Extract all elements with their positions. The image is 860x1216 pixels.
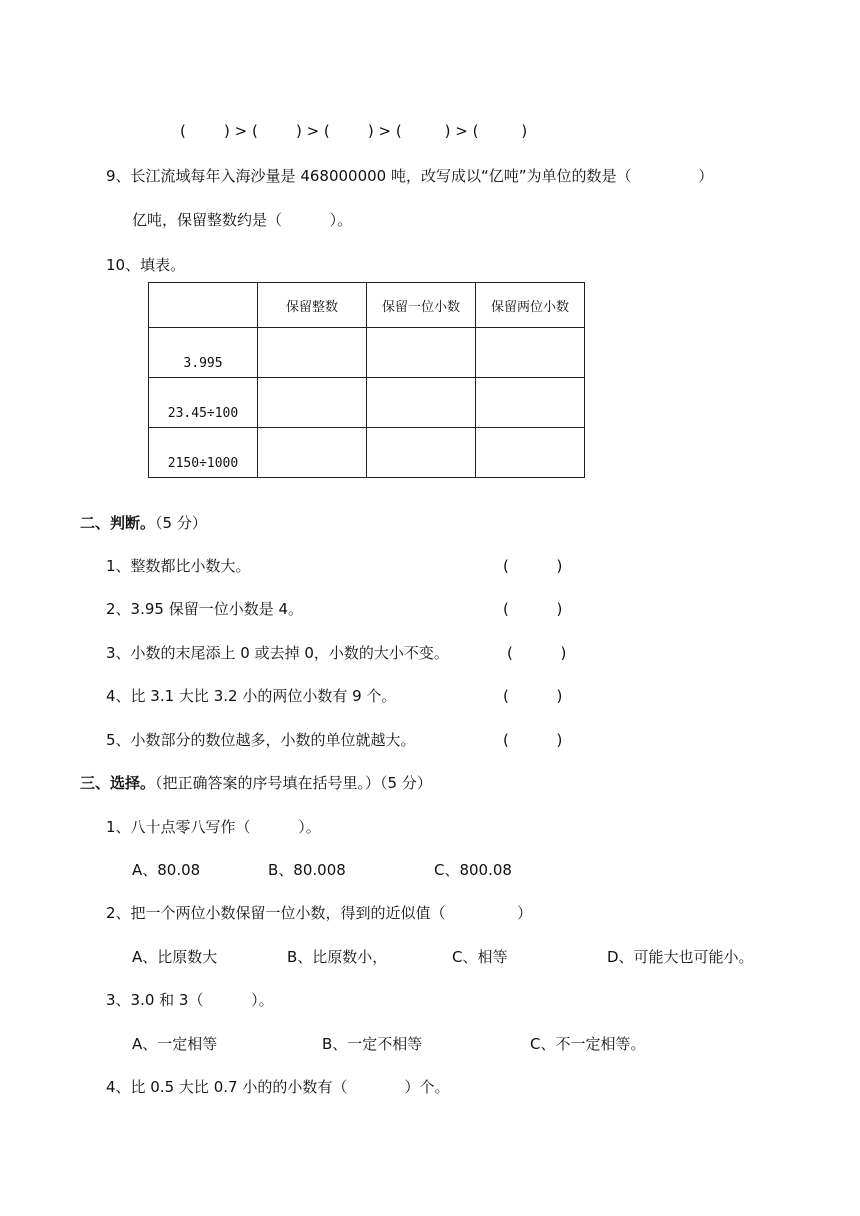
table-cell-blank[interactable]: [367, 428, 476, 478]
section-2-score: （5 分）: [155, 514, 207, 532]
question-9-line-2: 亿吨，保留整数约是（ ）。: [132, 211, 353, 229]
table-header-two-decimal: 保留两位小数: [476, 283, 585, 328]
section-3-heading: [80, 773, 432, 793]
table-cell-blank[interactable]: [476, 378, 585, 428]
table-cell-blank[interactable]: [476, 428, 585, 478]
judge-item-2-text: 2、3.95 保留一位小数是 4。: [106, 600, 304, 618]
choice-3-option-b[interactable]: B、一定不相等: [322, 1035, 423, 1053]
section-3-title: 三、选择。: [80, 774, 156, 792]
fill-in-table: [148, 282, 585, 478]
table-cell-blank[interactable]: [258, 328, 367, 378]
choice-1-option-b[interactable]: B、80.008: [268, 861, 346, 879]
judge-item-1-answer[interactable]: ( ): [503, 557, 563, 575]
choice-2-option-b[interactable]: B、比原数小，: [287, 948, 388, 966]
choice-1-option-a[interactable]: A、80.08: [132, 861, 201, 879]
table-row: [149, 428, 585, 478]
table-header-empty: [149, 283, 258, 328]
judge-item-4-answer[interactable]: ( ): [503, 687, 563, 705]
table-row-label: 23.45÷100: [149, 378, 258, 428]
question-9-line-1: 9、长江流域每年入海沙量是 468000000 吨，改写成以“亿吨”为单位的数是（ ）: [106, 167, 714, 185]
choice-2-option-c[interactable]: C、相等: [452, 948, 508, 966]
table-row: [149, 328, 585, 378]
judge-item-5-answer[interactable]: ( ): [503, 731, 563, 749]
judge-item-5-text: 5、小数部分的数位越多，小数的单位就越大。: [106, 731, 416, 749]
table-row: [149, 378, 585, 428]
choice-question-4: 4、比 0.5 大比 0.7 小的的小数有（ ）个。: [106, 1078, 450, 1096]
judge-item-1-text: 1、整数都比小数大。: [106, 557, 251, 575]
table-row-label: 3.995: [149, 328, 258, 378]
table-cell-blank[interactable]: [258, 378, 367, 428]
choice-question-1: 1、八十点零八写作（ ）。: [106, 818, 321, 836]
choice-3-option-a[interactable]: A、一定相等: [132, 1035, 218, 1053]
section-2-title: 二、判断。: [80, 514, 156, 532]
table-header-integer: 保留整数: [258, 283, 367, 328]
section-3-note: （把正确答案的序号填在括号里。）（5 分）: [155, 774, 432, 792]
table-header-one-decimal: 保留一位小数: [367, 283, 476, 328]
choice-2-option-a[interactable]: A、比原数大: [132, 948, 218, 966]
table-header-row: [149, 283, 585, 328]
section-2-heading: [80, 513, 207, 533]
table-cell-blank[interactable]: [367, 328, 476, 378]
table-cell-blank[interactable]: [258, 428, 367, 478]
table-row-label: 2150÷1000: [149, 428, 258, 478]
choice-question-3: 3、3.0 和 3（ ）。: [106, 991, 274, 1009]
judge-item-3-answer[interactable]: ( ): [507, 644, 567, 662]
compare-blanks-line: ( ) > ( ) > ( ) > ( ) > ( ): [180, 122, 528, 140]
table-cell-blank[interactable]: [476, 328, 585, 378]
choice-3-option-c[interactable]: C、不一定相等。: [530, 1035, 646, 1053]
choice-1-option-c[interactable]: C、800.08: [434, 861, 512, 879]
choice-question-2: 2、把一个两位小数保留一位小数，得到的近似值（ ）: [106, 904, 533, 922]
question-10-title: 10、填表。: [106, 256, 186, 274]
judge-item-2-answer[interactable]: ( ): [503, 600, 563, 618]
judge-item-3-text: 3、小数的末尾添上 0 或去掉 0，小数的大小不变。: [106, 644, 449, 662]
table-cell-blank[interactable]: [367, 378, 476, 428]
choice-2-option-d[interactable]: D、可能大也可能小。: [607, 948, 754, 966]
judge-item-4-text: 4、比 3.1 大比 3.2 小的两位小数有 9 个。: [106, 687, 397, 705]
